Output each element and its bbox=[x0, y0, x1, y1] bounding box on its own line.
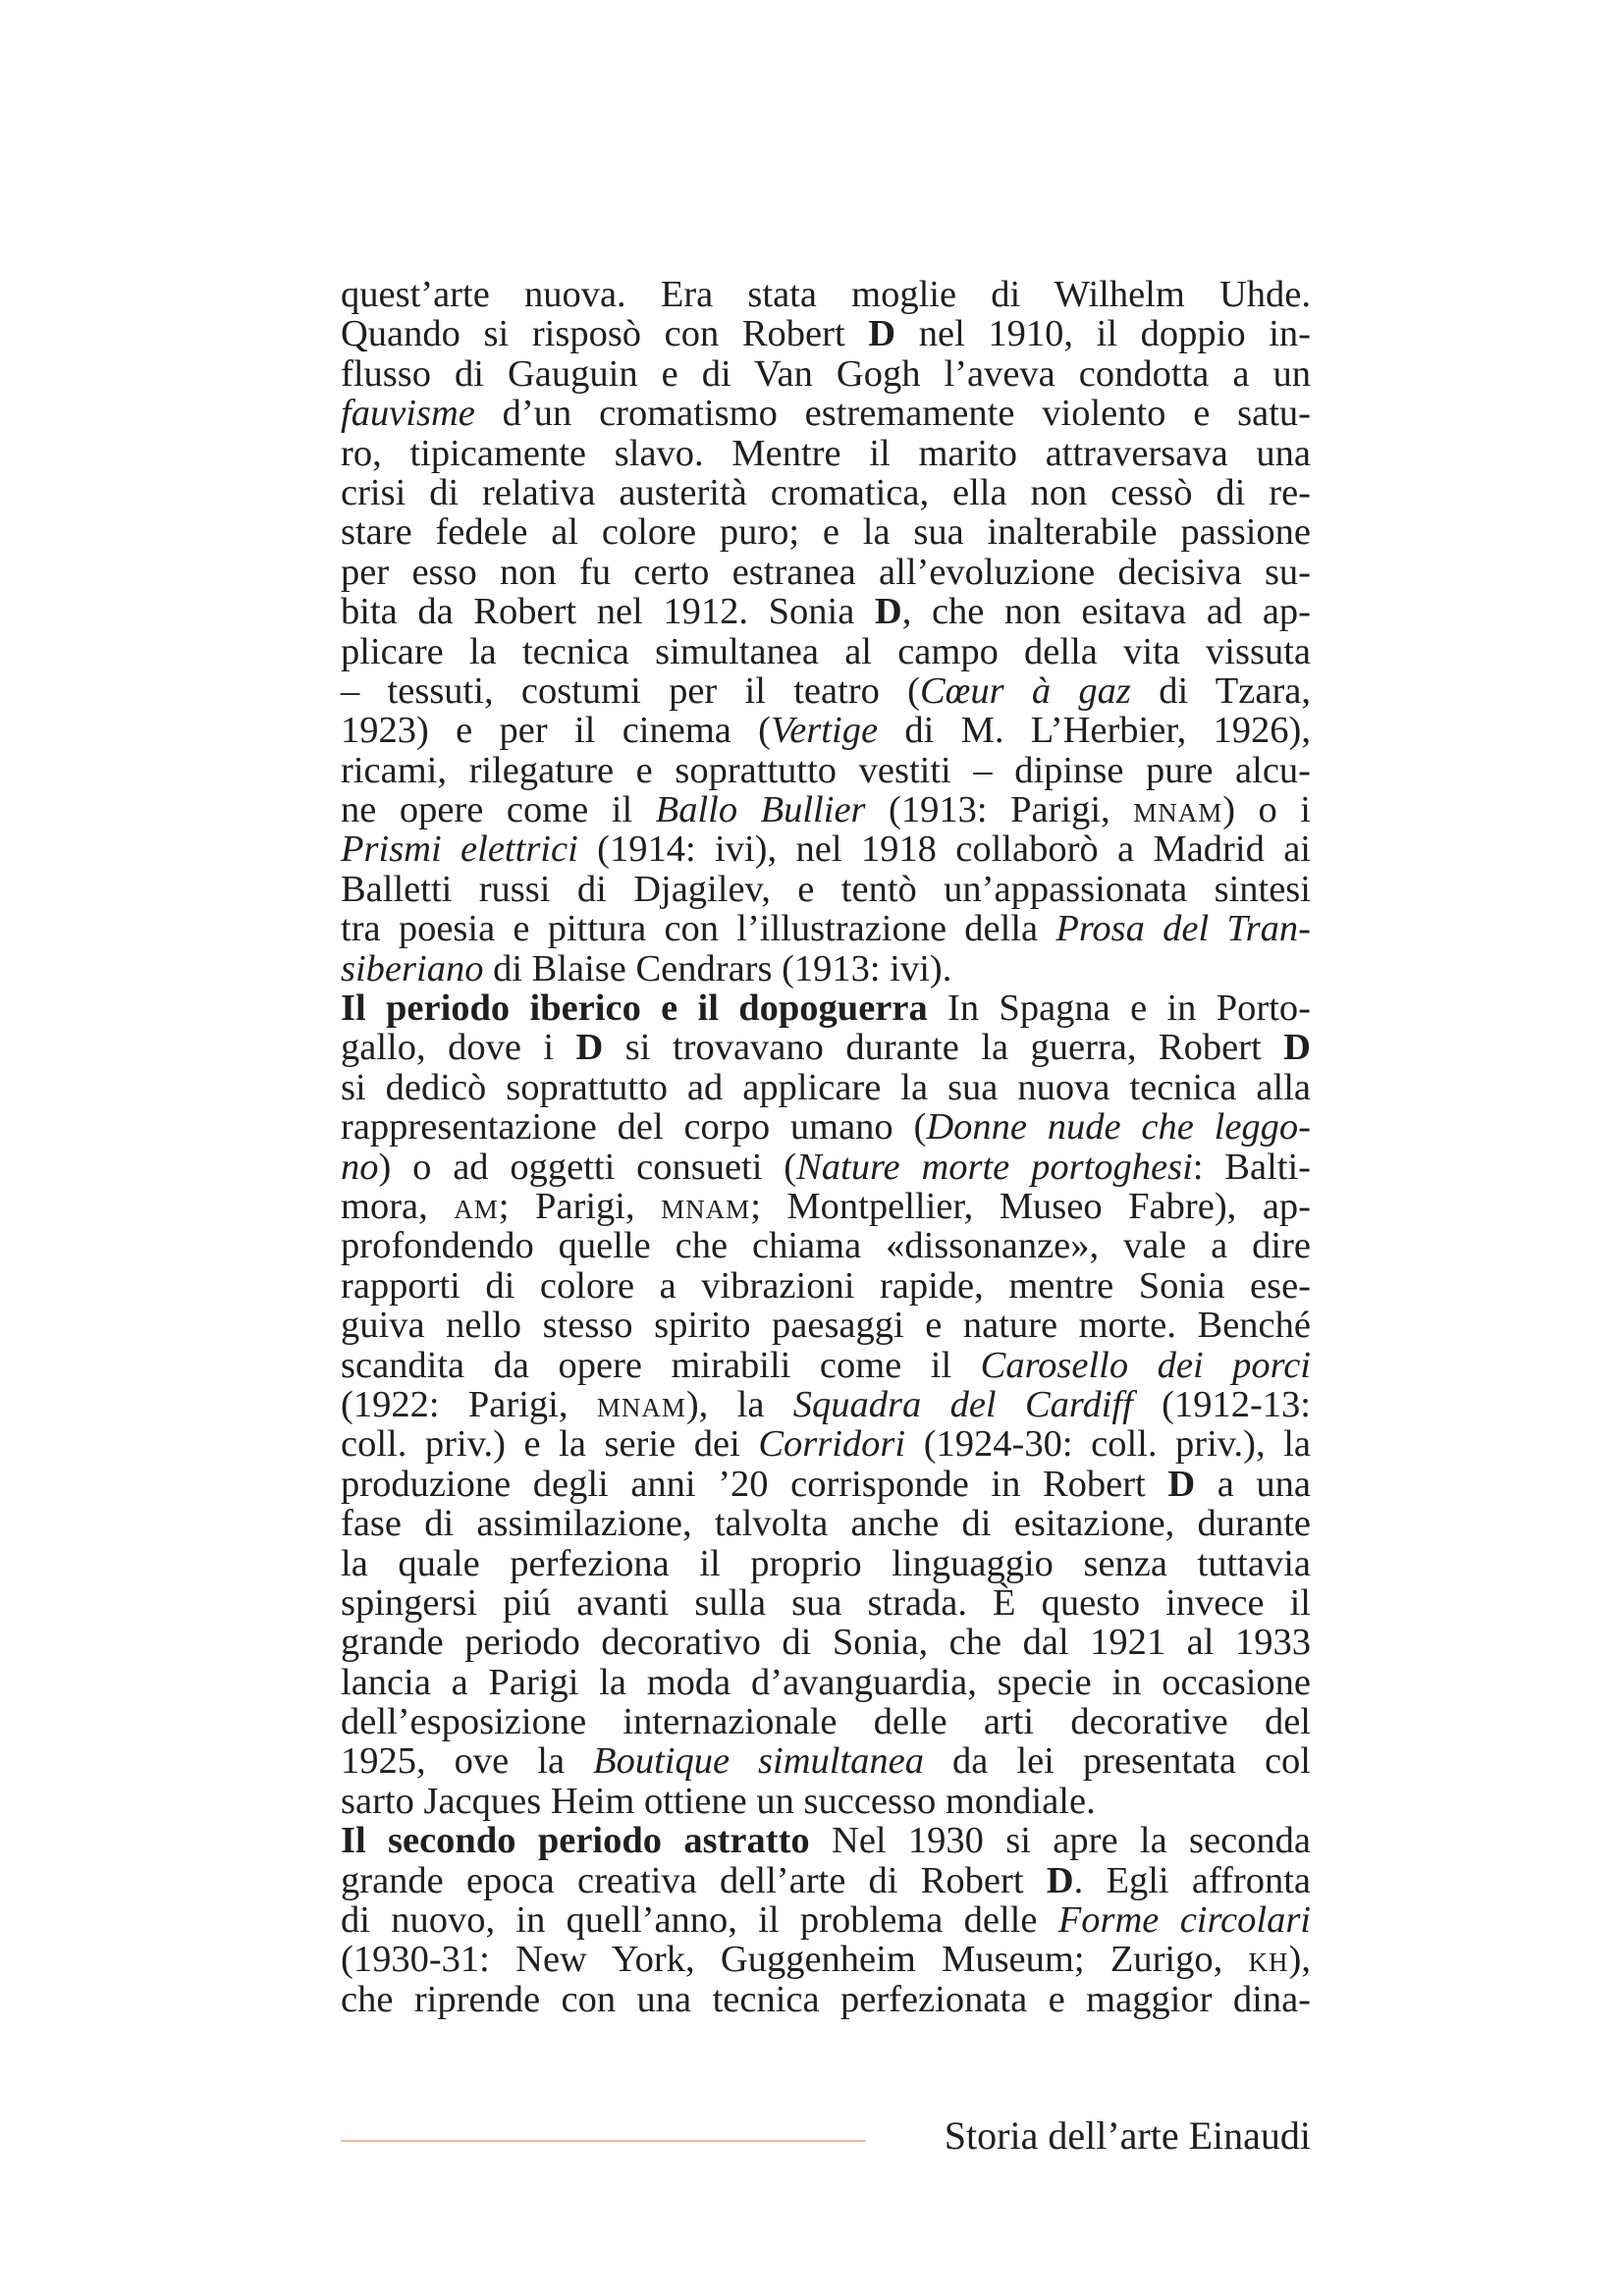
text-segment: di M. L’Herbier, 1926), bbox=[878, 710, 1311, 752]
text-line bbox=[341, 632, 1311, 671]
italic-text: Corridori bbox=[758, 1423, 906, 1466]
text-segment: – tessuti, costumi per il teatro ( bbox=[341, 669, 920, 712]
italic-text: Vertige bbox=[770, 710, 879, 752]
text-segment: Quando si risposò con Robert bbox=[341, 313, 869, 355]
text-segment: di Blaise Cendrars (1913: ivi). bbox=[483, 947, 952, 989]
text-segment: da lei presentata col bbox=[924, 1740, 1311, 1783]
text-segment: . Egli affronta bbox=[1073, 1859, 1311, 1901]
text-line bbox=[341, 671, 1311, 711]
text-segment: produzione degli anni ’20 corrisponde in Robert bbox=[341, 1463, 1168, 1505]
text-segment: dell’esposizione internazionale delle arti decorative del bbox=[341, 1701, 1311, 1743]
text-segment: sarto Jacques Heim ottiene un successo mondiale. bbox=[341, 1780, 1096, 1822]
text-line bbox=[341, 275, 1311, 314]
text-line bbox=[341, 473, 1311, 512]
text-line bbox=[341, 1782, 1311, 1821]
text-segment: ro, tipicamente slavo. Mentre il marito attraversava una bbox=[341, 432, 1311, 474]
body-text bbox=[341, 275, 1311, 2019]
text-segment: ricami, rilegature e soprattutto vestiti – dipinse pure alcu- bbox=[341, 749, 1311, 791]
text-line bbox=[341, 751, 1311, 790]
smallcaps-text: kh bbox=[1248, 1939, 1289, 1981]
text-line bbox=[341, 394, 1311, 433]
italic-text: Forme circolari bbox=[1057, 1899, 1311, 1942]
text-segment: quest’arte nuova. Era stata moglie di Wilhelm Uhde. bbox=[341, 274, 1311, 315]
text-segment: (1924-30: coll. priv.), la bbox=[905, 1423, 1311, 1466]
footer-title: Storia dell’arte Einaudi bbox=[944, 2113, 1311, 2158]
smallcaps-text: mnam bbox=[661, 1185, 751, 1227]
text-segment: fase di assimilazione, talvolta anche di esitazione, durante bbox=[341, 1503, 1311, 1545]
italic-text: Donne nude che leggo- bbox=[926, 1106, 1311, 1148]
italic-text: fauvisme bbox=[341, 393, 475, 435]
text-line bbox=[341, 1741, 1311, 1781]
text-line bbox=[341, 1107, 1311, 1147]
text-segment: 1923) e per il cinema ( bbox=[341, 710, 771, 752]
text-segment: (1930-31: New York, Guggenheim Museum; Zurigo, bbox=[341, 1939, 1249, 1981]
italic-text: siberiano bbox=[341, 947, 484, 989]
text-segment: Balletti russi di Djagilev, e tentò un’appassionata sintesi bbox=[341, 868, 1311, 910]
text-line bbox=[341, 1028, 1311, 1067]
text-segment: si trovavano durante la guerra, Robert bbox=[603, 1027, 1284, 1069]
text-segment: : Balti- bbox=[1192, 1146, 1311, 1188]
text-line bbox=[341, 434, 1311, 473]
text-line bbox=[341, 1385, 1311, 1424]
text-line bbox=[341, 553, 1311, 592]
bold-text: Il periodo iberico e il dopoguerra bbox=[341, 988, 928, 1030]
footer-rule bbox=[341, 2140, 866, 2142]
text-line bbox=[341, 1980, 1311, 2019]
text-line bbox=[341, 790, 1311, 829]
text-segment: In Spagna e in Porto- bbox=[927, 988, 1311, 1030]
text-segment: flusso di Gauguin e di Van Gogh l’aveva condotta a un bbox=[341, 352, 1311, 395]
text-line bbox=[341, 1663, 1311, 1702]
italic-text: Ballo Bullier bbox=[655, 789, 866, 831]
bold-text: D bbox=[1046, 1859, 1074, 1901]
text-segment: che riprende con una tecnica perfezionata e maggior dina- bbox=[341, 1978, 1311, 2020]
text-segment: guiva nello stesso spirito paesaggi e nature morte. Benché bbox=[341, 1305, 1311, 1347]
text-line bbox=[341, 512, 1311, 552]
text-line bbox=[341, 829, 1311, 869]
italic-text: Nature morte portoghesi bbox=[796, 1146, 1193, 1188]
text-segment: (1912-13: bbox=[1132, 1383, 1312, 1425]
text-segment: si dedicò soprattutto ad applicare la sua nuova tecnica alla bbox=[341, 1066, 1311, 1108]
text-segment: crisi di relativa austerità cromatica, ella non cessò di re- bbox=[341, 471, 1311, 513]
text-line bbox=[341, 870, 1311, 909]
text-segment: 1925, ove la bbox=[341, 1740, 594, 1783]
text-line bbox=[341, 1900, 1311, 1940]
text-segment: d’un cromatismo estremamente violento e satu- bbox=[474, 393, 1311, 435]
italic-text: Squadra del Cardiff bbox=[792, 1383, 1133, 1425]
text-segment: ), bbox=[1288, 1939, 1311, 1981]
text-segment: ) o i bbox=[1222, 789, 1311, 831]
text-line bbox=[341, 314, 1311, 353]
text-line bbox=[341, 1306, 1311, 1345]
text-segment: spingersi piú avanti sulla sua strada. È questo invece il bbox=[341, 1581, 1311, 1624]
text-line bbox=[341, 1266, 1311, 1306]
text-segment: a una bbox=[1195, 1463, 1311, 1505]
text-segment: ) o ad oggetti consueti ( bbox=[378, 1146, 797, 1188]
text-line bbox=[341, 1465, 1311, 1504]
text-line bbox=[341, 1623, 1311, 1662]
italic-text: Prosa del Tran- bbox=[1055, 908, 1311, 950]
text-segment: rappresentazione del corpo umano ( bbox=[341, 1106, 927, 1148]
text-line bbox=[341, 1346, 1311, 1385]
text-segment: (1913: Parigi, bbox=[865, 789, 1134, 831]
text-line bbox=[341, 1940, 1311, 1979]
text-segment: grande periodo decorativo di Sonia, che dal 1921 al 1933 bbox=[341, 1622, 1311, 1664]
text-segment: ), la bbox=[685, 1383, 793, 1425]
text-line bbox=[341, 1424, 1311, 1464]
italic-text: Cœur à gaz bbox=[919, 669, 1131, 712]
text-line bbox=[341, 711, 1311, 750]
bold-text: D bbox=[868, 313, 896, 355]
text-line bbox=[341, 1148, 1311, 1187]
text-segment: lancia a Parigi la moda d’avanguardia, specie in occasione bbox=[341, 1661, 1311, 1703]
text-line bbox=[341, 1068, 1311, 1107]
text-line bbox=[341, 988, 1311, 1028]
text-line bbox=[341, 1821, 1311, 1860]
bold-text: D bbox=[1283, 1027, 1311, 1069]
text-segment: bita da Robert nel 1912. Sonia bbox=[341, 591, 875, 633]
text-line bbox=[341, 949, 1311, 988]
text-segment: ; Parigi, bbox=[498, 1185, 662, 1227]
italic-text: Boutique simultanea bbox=[593, 1740, 925, 1783]
text-segment: la quale perfeziona il proprio linguaggio senza tuttavia bbox=[341, 1542, 1311, 1584]
bold-text: D bbox=[1167, 1463, 1196, 1505]
smallcaps-text: am bbox=[454, 1185, 499, 1227]
text-segment: , che non esitava ad ap- bbox=[901, 591, 1311, 633]
text-segment: mora, bbox=[341, 1185, 455, 1227]
text-line bbox=[341, 1226, 1311, 1265]
text-line bbox=[341, 1187, 1311, 1226]
italic-text: Prismi elettrici bbox=[341, 828, 578, 871]
text-line bbox=[341, 1504, 1311, 1543]
text-segment: per esso non fu certo estranea all’evoluzione decisiva su- bbox=[341, 551, 1311, 593]
text-segment: rapporti di colore a vibrazioni rapide, mentre Sonia ese- bbox=[341, 1264, 1311, 1307]
text-segment: ne opere come il bbox=[341, 789, 656, 831]
text-segment: Nel 1930 si apre la seconda bbox=[809, 1820, 1311, 1862]
text-line bbox=[341, 1702, 1311, 1741]
text-segment: ; Montpellier, Museo Fabre), ap- bbox=[750, 1185, 1311, 1227]
text-line bbox=[341, 354, 1311, 394]
text-line bbox=[341, 1544, 1311, 1583]
bold-text: D bbox=[575, 1027, 604, 1069]
text-segment: scandita da opere mirabili come il bbox=[341, 1344, 981, 1386]
text-segment: di nuovo, in quell’anno, il problema delle bbox=[341, 1899, 1058, 1942]
text-segment: plicare la tecnica simultanea al campo della vita vissuta bbox=[341, 630, 1311, 672]
text-segment: profondendo quelle che chiama «dissonanze», vale a dire bbox=[341, 1225, 1311, 1267]
bold-text: Il secondo periodo astratto bbox=[341, 1820, 810, 1862]
text-segment: stare fedele al colore puro; e la sua inalterabile passione bbox=[341, 511, 1311, 554]
text-line bbox=[341, 909, 1311, 948]
bold-text: D bbox=[874, 591, 902, 633]
text-line bbox=[341, 1861, 1311, 1900]
text-segment: gallo, dove i bbox=[341, 1027, 576, 1069]
text-segment: (1914: ivi), nel 1918 collaborò a Madrid ai bbox=[577, 828, 1311, 871]
smallcaps-text: mnam bbox=[596, 1383, 686, 1425]
text-segment: tra poesia e pittura con l’illustrazione della bbox=[341, 908, 1056, 950]
text-line bbox=[341, 592, 1311, 631]
text-segment: (1922: Parigi, bbox=[341, 1383, 597, 1425]
text-segment: di Tzara, bbox=[1130, 669, 1311, 712]
text-segment: coll. priv.) e la serie dei bbox=[341, 1423, 759, 1466]
italic-text: no bbox=[341, 1146, 379, 1188]
text-line bbox=[341, 1583, 1311, 1623]
text-segment: nel 1910, il doppio in- bbox=[895, 313, 1311, 355]
smallcaps-text: mnam bbox=[1133, 789, 1223, 831]
italic-text: Carosello dei porci bbox=[980, 1344, 1311, 1386]
text-segment: grande epoca creativa dell’arte di Robert bbox=[341, 1859, 1047, 1901]
